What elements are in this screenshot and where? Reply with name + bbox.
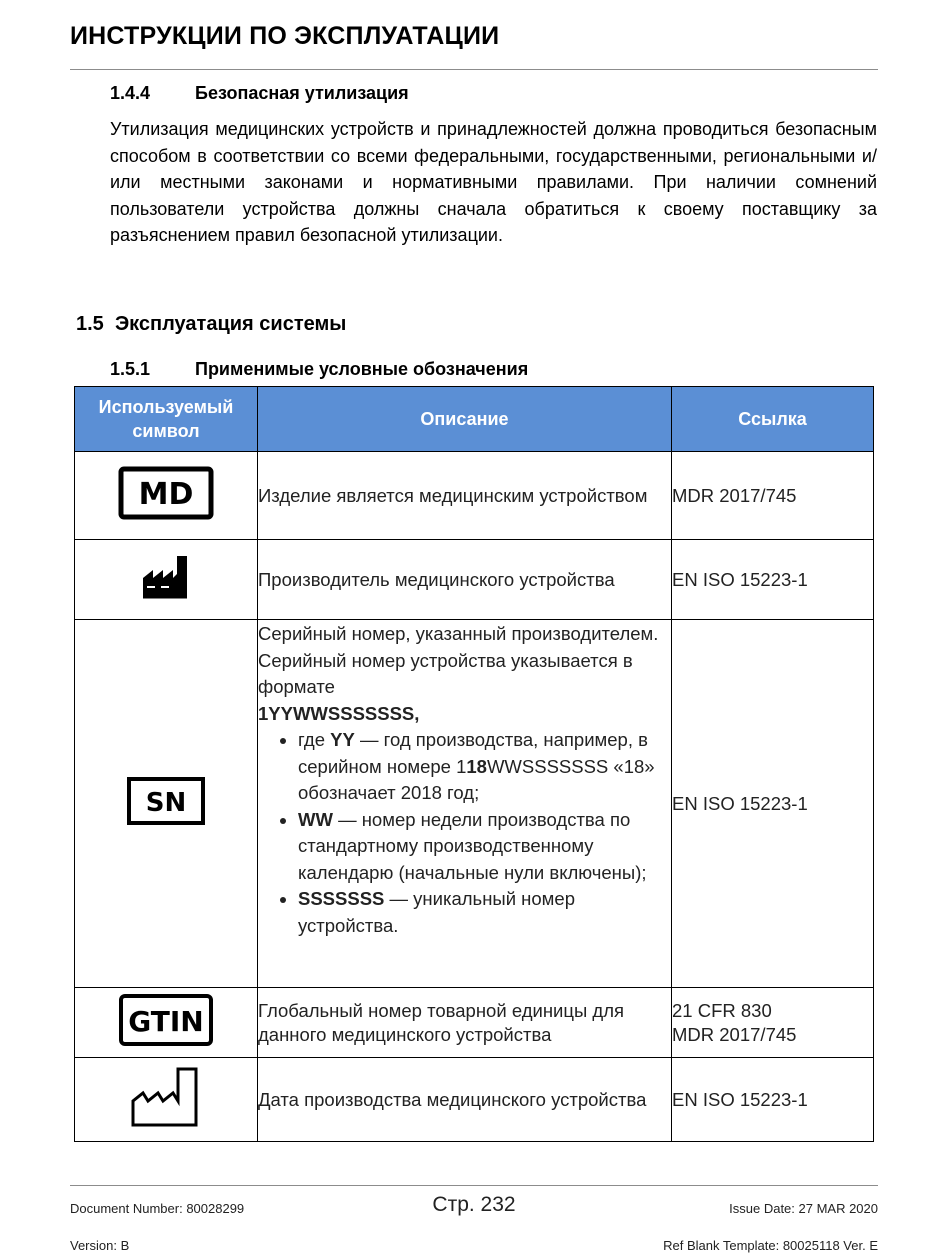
header-description: Описание (258, 387, 672, 452)
reference-cell (672, 988, 874, 1058)
document-number: Document Number: 80028299 (70, 1201, 245, 1216)
md-symbol-icon (118, 466, 214, 520)
list-item: • SSSSSSS — уникальный номер устройства. (298, 886, 671, 939)
reference-cell: EN ISO 15223-1 (672, 620, 874, 988)
description-cell: Изделие является медицинским устройством (258, 452, 672, 540)
serial-number-icon (127, 777, 205, 825)
table-row (75, 620, 874, 988)
svg-text:GTIN: GTIN (128, 1005, 204, 1038)
serial-format: 1YYWWSSSSSSS, (258, 702, 420, 724)
table-row (75, 1058, 874, 1142)
template-reference: Ref Blank Template: 80025118 Ver. E (663, 1238, 878, 1253)
reference-line: 21 CFR 830 (672, 999, 772, 1021)
description-cell: Глобальный номер товарной единицы для данного медицинского устройства (258, 988, 672, 1058)
section-title: Эксплуатация системы (114, 313, 347, 335)
svg-text:MD: MD (138, 477, 194, 512)
document-title: ИНСТРУКЦИИ ПО ЭКСПЛУАТАЦИИ (70, 22, 500, 50)
version: Version: B (70, 1238, 130, 1253)
section-heading (76, 313, 346, 336)
issue-date: Issue Date: 27 MAR 2020 (729, 1201, 878, 1216)
reference-cell: MDR 2017/745 (672, 452, 874, 540)
section-number: 1.5 (76, 313, 104, 335)
reference-line: MDR 2017/745 (672, 1023, 797, 1045)
description-cell: Производитель медицинского устройства (258, 540, 672, 620)
section-number: 1.4.4 (110, 83, 151, 103)
symbol-cell (75, 540, 258, 620)
table-row (75, 540, 874, 620)
svg-text:SN: SN (145, 788, 187, 818)
subsection-number: 1.5.1 (110, 359, 151, 379)
description-cell: Дата производства медицинского устройства (258, 1058, 672, 1142)
list-item: • WW — номер недели производства по стандартному производственному календарю (начальные нули включены); (298, 807, 671, 887)
symbol-cell (75, 452, 258, 540)
table-row (75, 988, 874, 1058)
header-reference: Ссылка (672, 387, 874, 452)
manufacturer-icon (141, 554, 191, 600)
header-symbol: Используемый символ (75, 387, 258, 452)
symbol-cell (75, 620, 258, 988)
table-header-row (75, 387, 874, 452)
date-of-manufacture-icon (130, 1065, 202, 1129)
section-title: Безопасная утилизация (195, 83, 409, 103)
symbol-cell (75, 1058, 258, 1142)
header-divider (70, 69, 878, 70)
disposal-paragraph: Утилизация медицинских устройств и принадлежностей должна проводиться безопасным способом в соответствии со всеми федеральными, государственными, региональными и/или местными законами и нормативными правилами. При наличии сомнений пользователи устройства должны сначала обратиться к своему поставщику за разъяснением правил безопасной утилизации. (110, 119, 877, 246)
subsection-title: Применимые условные обозначения (195, 359, 529, 379)
description-cell (258, 620, 672, 988)
list-item: • где YY — год производства, например, в серийном номере 118WWSSSSSSS «18» обозначает 2018 год; (298, 727, 671, 807)
serial-bullets (258, 727, 671, 939)
symbol-cell (75, 988, 258, 1058)
symbols-table (74, 386, 874, 1142)
page-number: Стр. 232 (432, 1193, 516, 1216)
reference-cell: EN ISO 15223-1 (672, 540, 874, 620)
table-row (75, 452, 874, 540)
gtin-icon (118, 993, 214, 1047)
reference-cell: EN ISO 15223-1 (672, 1058, 874, 1142)
serial-intro: Серийный номер, указанный производителем. Серийный номер устройства указывается в формате (258, 623, 659, 697)
footer-divider (70, 1185, 878, 1186)
